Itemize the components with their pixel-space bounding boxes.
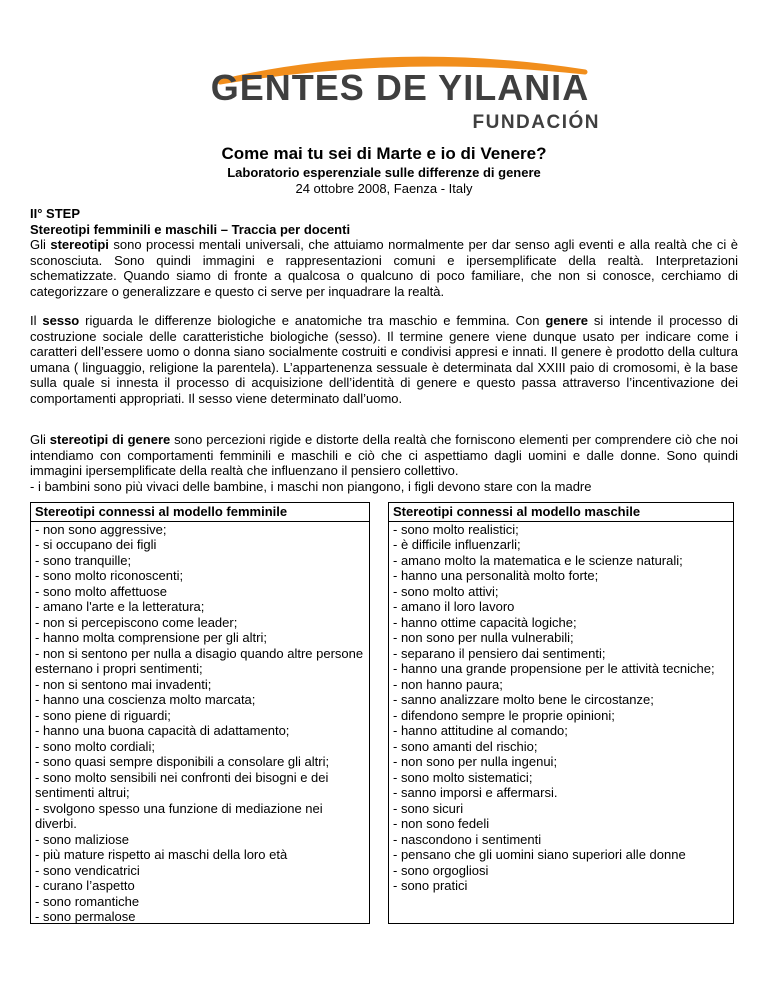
male-list-item: - sanno imporsi e affermarsi. xyxy=(393,785,558,800)
female-list-item: - sono piene di riguardi; xyxy=(35,707,171,723)
male-column xyxy=(388,502,734,924)
male-list-item: - sono molto sistematici; xyxy=(393,769,533,785)
step-section xyxy=(30,206,738,299)
female-list-item: - più mature rispetto ai maschi della loro età xyxy=(35,847,288,862)
female-list-item: - sono quasi sempre disponibili a consolare gli altri; xyxy=(35,754,330,769)
document-subtitle: Laboratorio esperenziale sulle differenze di genere xyxy=(227,165,541,180)
female-list-item: - curano l’aspetto xyxy=(35,878,135,893)
female-list-item: - non si percepiscono come leader; xyxy=(35,614,238,630)
sesso-paragraph: Il sesso riguarda le differenze biologiche e anatomiche tra maschio e femmina. Con genere si intende il processo di costruzione sociale delle caratteristiche biologiche (sesso). Il termine genere viene dunque usato per indicare come i caratteri dell’essere uomo o donna siano socialmente costruiti e condivisi appresi e innati. Il genere è prodotto della cultura umana ( linguaggio, religione la parentela). L’appartenenza sessuale è determinata dal XXIII paio di cromosomi, è la base sulla quale si innesta il processo di acquisizione dell’identità di genere e questo passa attraverso l’incentivazione dei comportamenti appropriati. Il sesso viene determinato dall’uomo. xyxy=(30,313,738,406)
male-list-item: - non sono per nulla ingenui; xyxy=(393,754,558,769)
male-list-item: - separano il pensiero dai sentimenti; xyxy=(393,645,606,661)
female-list xyxy=(35,522,365,925)
male-list-item: - amano molto la matematica e le scienze naturali; xyxy=(393,552,683,568)
female-list-item: - hanno una coscienza molto marcata; xyxy=(35,692,256,707)
male-list-item: - amano il loro lavoro xyxy=(393,599,515,614)
male-list-item: - sono molto attivi; xyxy=(393,583,499,599)
male-list xyxy=(393,522,729,894)
female-list-item: - sono permalose xyxy=(35,909,136,924)
logo-name: GENTES DE YILANIA xyxy=(210,67,590,108)
step-label: II° STEP xyxy=(30,206,80,221)
female-list-item: - sono tranquille; xyxy=(35,552,132,568)
male-list-item: - difendono sempre le proprie opinioni; xyxy=(393,707,615,723)
document-dateline: 24 ottobre 2008, Faenza - Italy xyxy=(295,181,473,196)
female-list-item: - hanno molta comprensione per gli altri; xyxy=(35,630,267,645)
male-list-item: - non hanno paura; xyxy=(393,676,503,692)
male-list-item: - hanno una grande propensione per le attività tecniche; xyxy=(393,661,715,676)
male-list-item: - hanno attitudine al comando; xyxy=(393,723,568,738)
gentes-de-yilania-logo xyxy=(190,48,610,133)
female-list-item: - amano l'arte e la letteratura; xyxy=(35,599,205,614)
male-list-item: - non sono per nulla vulnerabili; xyxy=(393,630,574,645)
logo-sub: FUNDACIÓN xyxy=(472,112,600,133)
female-list-item: - si occupano dei figli xyxy=(35,537,157,552)
female-list-item: - sono molto affettuose xyxy=(35,583,168,599)
female-list-item: - sono molto sensibili nei confronti dei bisogni e dei sentimenti altrui; xyxy=(35,769,329,800)
step-heading: Stereotipi femminili e maschili – Traccia per docenti xyxy=(30,221,351,237)
male-list-item: - pensano che gli uomini siano superiori alle donne xyxy=(393,847,686,862)
male-list-item: - sanno analizzare molto bene le circostanze; xyxy=(393,692,654,707)
female-list-item: - sono vendicatrici xyxy=(35,862,140,878)
female-column xyxy=(30,502,370,924)
male-list-item: - hanno ottime capacità logiche; xyxy=(393,614,577,630)
genere-paragraph: Gli stereotipi di genere sono percezioni rigide e distorte della realtà che forniscono elementi per comprendere ciò che noi intendiamo con comportamenti femminili e maschili e ciò che ci aspettiamo dagli uomini e dalle donne. Sono quindi immagini ipersemplificate della realtà che influenzano il pensiero collettivo. xyxy=(30,432,739,478)
male-list-item: - hanno una personalità molto forte; xyxy=(393,568,599,583)
female-list-item: - sono maliziose xyxy=(35,831,129,847)
female-list-item: - hanno una buona capacità di adattamento; xyxy=(35,723,290,738)
male-list-item: - non sono fedeli xyxy=(393,816,490,831)
male-column-header: Stereotipi connessi al modello maschile xyxy=(389,504,733,522)
male-list-item: - sono sicuri xyxy=(393,800,464,816)
female-list-item: - non si sentono per nulla a disagio quando altre persone esternano i propri sentimenti; xyxy=(35,645,364,676)
female-list-item: - non sono aggressive; xyxy=(35,521,167,537)
genere-examples: - i bambini sono più vivaci delle bambine, i maschi non piangono, i figli devono stare con la madre xyxy=(30,478,592,494)
document-title: Come mai tu sei di Marte e io di Venere? xyxy=(221,144,547,163)
male-list-item: - sono pratici xyxy=(393,878,468,893)
female-list-item: - non si sentono mai invadenti; xyxy=(35,676,212,692)
male-list-item: - sono orgogliosi xyxy=(393,862,489,878)
male-list-item: - nascondono i sentimenti xyxy=(393,831,542,847)
male-list-item: - sono amanti del rischio; xyxy=(393,738,538,754)
genere-section xyxy=(30,432,738,494)
female-list-item: - sono molto cordiali; xyxy=(35,738,155,754)
female-list-item: - svolgono spesso una funzione di mediazione nei diverbi. xyxy=(35,800,323,831)
female-column-header: Stereotipi connessi al modello femminile xyxy=(31,504,369,522)
male-list-item: - è difficile influenzarli; xyxy=(393,537,521,552)
female-list-item: - sono molto riconoscenti; xyxy=(35,568,184,583)
male-list-item: - sono molto realistici; xyxy=(393,521,519,537)
stereotypes-table xyxy=(30,502,734,924)
stereotipi-paragraph: Gli stereotipi sono processi mentali universali, che attuiamo normalmente per dar senso agli eventi e alla realtà che ci è sconosciuta. Sono quindi immagini e rappresentazioni comuni e ipersemplificate della realtà. Interpretazioni schematizzate. Quando siamo di fronte a qualcosa o qualcuno di poco familiare, che non si conosce, cerchiamo di categorizzare o generalizzare e questo ci serve per inquadrare la realtà. xyxy=(30,237,738,299)
sesso-section xyxy=(30,313,738,406)
female-list-item: - sono romantiche xyxy=(35,893,140,909)
